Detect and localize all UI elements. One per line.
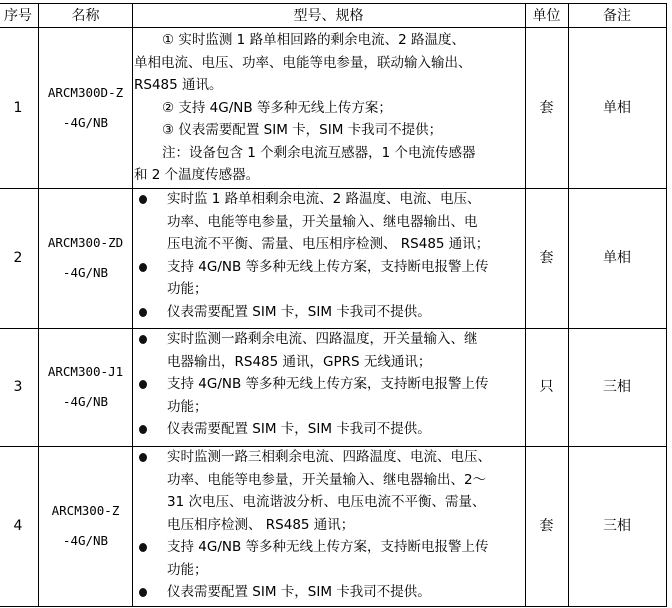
spec-bullet-line [134, 233, 525, 256]
spec-text: 实时监测一路剩余电流、四路温度，开关量输入、继 [167, 331, 478, 347]
spec-bullet-line [134, 373, 525, 396]
spec-bullet-line [134, 351, 525, 374]
spec-text: 压电流不平衡、需量、电压相序检测、 RS485 通讯； [167, 236, 490, 252]
row-index: 4 [0, 446, 39, 607]
header-name: 名称 [38, 3, 133, 28]
header-spec: 型号、规格 [132, 3, 526, 28]
product-name-line: -4G/NB [62, 265, 109, 280]
bullet-icon [139, 308, 147, 317]
spec-bullet-line [134, 328, 525, 351]
note: 单相 [568, 188, 667, 329]
spec-bullet-line [134, 188, 525, 211]
spec-text: 功能； [167, 561, 208, 578]
bullet-icon [139, 380, 147, 389]
note: 三相 [568, 328, 667, 447]
spec-cell [132, 188, 526, 329]
spec-text: 实时监测一路三相剩余电流、四路温度、电流、电压、 [167, 449, 491, 465]
product-name-line: ARCM300-J1 [47, 364, 124, 379]
product-name-line: ARCM300-ZD [47, 235, 124, 250]
spec-text: 支持 4G/NB 等多种无线上传方案，支持断电报警上传 [167, 376, 489, 392]
row-index: 1 [0, 27, 39, 189]
spec-bullet-line [134, 469, 525, 492]
unit: 套 [525, 188, 569, 329]
spec-bullet-line [134, 256, 525, 279]
bullet-icon [139, 543, 147, 552]
spec-text: 电压相序检测、 RS485 通讯； [167, 516, 355, 533]
bullet-icon [139, 335, 147, 344]
product-name-line: ARCM300-Z [51, 503, 120, 518]
unit: 套 [525, 27, 569, 189]
product-name-line: -4G/NB [62, 533, 109, 548]
spec-bullet-line [134, 559, 525, 582]
product-name-line: -4G/NB [62, 114, 109, 130]
spec-text: 电器输出，RS485 通讯，GPRS 无线通讯； [167, 353, 432, 370]
spec-text: 仪表需要配置 SIM 卡，SIM 卡我司不提供。 [167, 303, 431, 320]
row-index: 2 [0, 188, 39, 329]
spec-bullet-line [134, 396, 525, 419]
product-name [38, 446, 133, 607]
spec-text: 仪表需要配置 SIM 卡，SIM 卡我司不提供。 [167, 421, 431, 437]
spec-bullet-line [134, 278, 525, 301]
spec-line: ② 支持 4G/NB 等多种无线上传方案； [162, 99, 392, 116]
spec-cell [132, 27, 526, 189]
unit: 套 [525, 446, 569, 607]
bullet-icon [139, 453, 147, 462]
row-index: 3 [0, 328, 39, 447]
spec-bullet-line [134, 211, 525, 234]
spec-bullet-line [134, 418, 525, 441]
bullet-icon [139, 263, 147, 272]
spec-bullet-line [134, 491, 525, 514]
spec-line: 单相电流、电压、功率、电能等电参量，联动输入输出、 [134, 54, 472, 71]
spec-bullet-line [134, 301, 525, 324]
spec-bullet-line [134, 536, 525, 559]
product-name-line: ARCM300D-Z [47, 84, 124, 100]
product-name [38, 188, 133, 329]
spec-line: RS485 通讯。 [134, 77, 223, 93]
note: 三相 [568, 446, 667, 607]
header-unit: 单位 [525, 3, 569, 28]
spec-cell [132, 446, 526, 607]
spec-line: 注：设备包含 1 个剩余电流互感器，1 个电流传感器 [162, 144, 476, 161]
spec-bullet-line [134, 581, 525, 604]
header-index: 序号 [0, 3, 39, 28]
bullet-icon [139, 425, 147, 434]
spec-text: 功率、电能等电参量，开关量输入、继电器输出、电 [167, 213, 478, 230]
product-name [38, 27, 133, 189]
spec-text: 支持 4G/NB 等多种无线上传方案，支持断电报警上传 [167, 258, 489, 275]
spec-bullet-line [134, 446, 525, 469]
spec-line: 和 2 个温度传感器。 [134, 167, 260, 183]
spec-text: 功能； [167, 398, 208, 415]
spec-bullet-line [134, 514, 525, 537]
spec-line: ① 实时监测 1 路单相回路的剩余电流、2 路温度、 [162, 32, 465, 48]
product-name-line: -4G/NB [62, 394, 109, 409]
spec-text: 功率、电能等电参量，开关量输入、继电器输出、2～ [167, 471, 487, 488]
spec-line: ③ 仪表需要配置 SIM 卡，SIM 卡我司不提供； [162, 122, 443, 138]
spec-cell [132, 328, 526, 447]
spec-text: 实时监 1 路单相剩余电流、2 路温度、电流、电压、 [167, 191, 481, 207]
spec-text: 31 次电压、电流谐波分析、电压电流不平衡、需量、 [167, 494, 486, 510]
header-note: 备注 [568, 3, 667, 28]
spec-text: 功能； [167, 281, 208, 297]
bullet-icon [139, 195, 147, 204]
unit: 只 [525, 328, 569, 447]
bullet-icon [139, 588, 147, 597]
note: 单相 [568, 27, 667, 189]
spec-text: 仪表需要配置 SIM 卡，SIM 卡我司不提供。 [167, 584, 431, 600]
spec-text: 支持 4G/NB 等多种无线上传方案，支持断电报警上传 [167, 539, 489, 555]
product-name [38, 328, 133, 447]
